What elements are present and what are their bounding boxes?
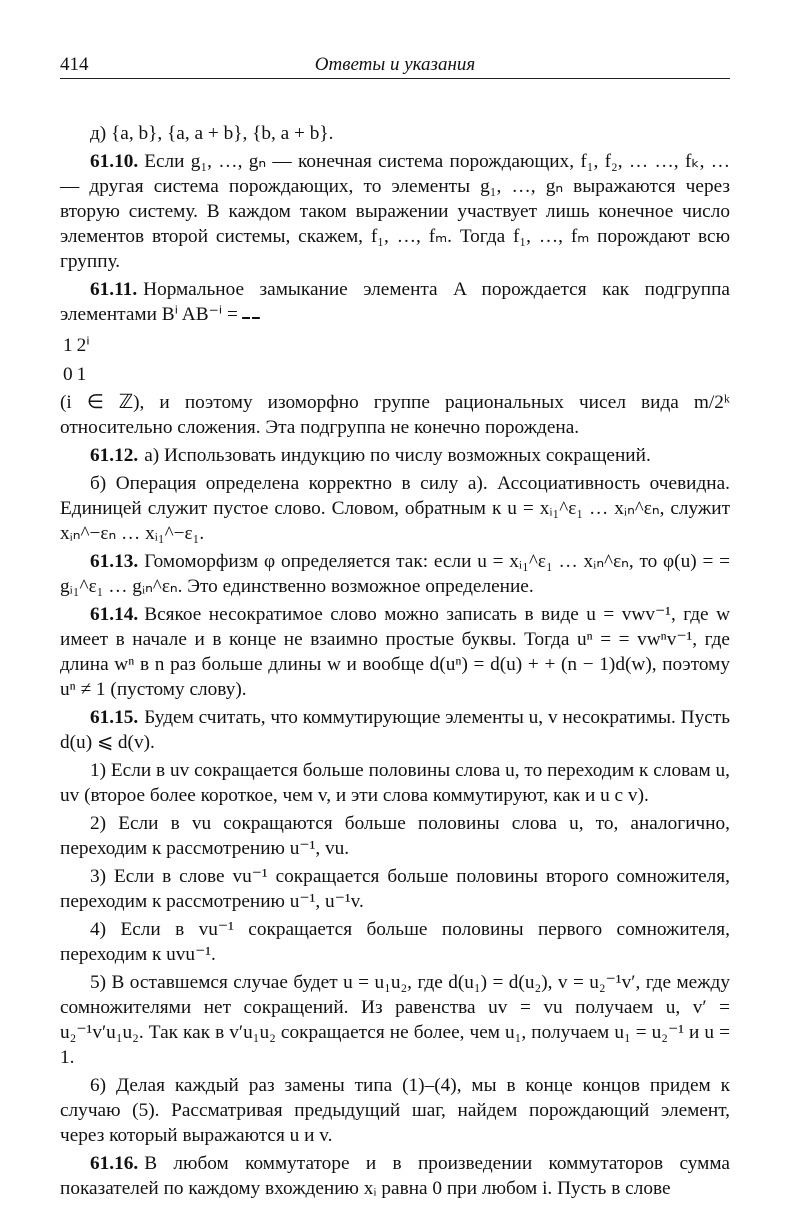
answer-number: 61.11.	[90, 279, 138, 300]
paragraph-text: В любом коммутаторе и в произведении коммутаторов сумма показателей по каждому вхождению xᵢ равна 0 при любом i. Пусть в слове	[60, 1153, 730, 1199]
matrix-cell: 2ⁱ	[76, 335, 90, 356]
case-2	[60, 811, 730, 861]
running-title: Ответы и указания	[314, 54, 476, 75]
paragraph-d	[60, 121, 730, 146]
paragraph-text: Будем считать, что коммутирующие элементы u, v несократимы. Пусть d(u) ⩽ d(v).	[60, 707, 730, 753]
paragraph-text: д) {a, b}, {a, a + b}, {b, a + b}.	[90, 123, 334, 144]
paragraph-text: 5) В оставшемся случае будет u = u₁u₂, где d(u₁) = d(u₂), v = u₂⁻¹v′, где между сомножителями нет сокращений. Из равенства uv = vu получаем u, v′ = u₂⁻¹v′u₁u₂. Так как в v′u₁u₂ сокращается не более, чем u₁, получаем u₁ = u₂⁻¹ и u = 1.	[60, 972, 730, 1068]
matrix-cell: 1	[63, 335, 73, 356]
answer-number: 61.10.	[90, 151, 139, 172]
case-4	[60, 917, 730, 967]
paragraph-text: а) Использовать индукцию по числу возможных сокращений.	[144, 445, 651, 466]
page-number: 414	[60, 54, 89, 75]
answer-61-12	[60, 443, 730, 468]
answer-61-13	[60, 549, 730, 599]
paragraph-text: 6) Делая каждый раз замены типа (1)–(4), мы в конце концов придем к случаю (5). Рассматривая предыдущий шаг, найдем порождающий элемент, через который выражаются u и v.	[60, 1075, 730, 1146]
paragraph-text: 1) Если в uv сокращается больше половины слова u, то переходим к словам u, uv (второе более короткое, чем v, и эти слова коммутируют, как и u с v).	[60, 760, 730, 806]
answer-number: 61.14.	[90, 604, 139, 625]
paragraph-text: Нормальное замыкание элемента A порождается как подгруппа элементами Bⁱ AB⁻ⁱ =	[60, 279, 730, 325]
answer-61-12-b	[60, 471, 730, 546]
answer-61-11	[60, 277, 730, 327]
answer-number: 61.15.	[90, 707, 139, 728]
answer-61-15	[60, 705, 730, 755]
paragraph-text: 3) Если в слове vu⁻¹ сокращается больше половины второго сомножителя, переходим к рассмотрению u⁻¹, u⁻¹v.	[60, 866, 730, 912]
paragraph-text: Всякое несократимое слово можно записать в виде u = vwv⁻¹, где w имеет в начале и в конце не взаимно простые буквы. Тогда uⁿ = = vwⁿv⁻¹, где длина wⁿ в n раз больше длины w и вообще d(uⁿ) = d(u) + + (n − 1)d(w), поэтому uⁿ ≠ 1 (пустому слову).	[60, 604, 730, 700]
paragraph-text: б) Операция определена корректно в силу а). Ассоциативность очевидна. Единицей служит пустое слово. Словом, обратным к u = xᵢ₁^ε₁ … xᵢₙ^εₙ, служит xᵢₙ^−εₙ … xᵢ₁^−ε₁.	[60, 473, 730, 544]
answer-number: 61.16.	[90, 1153, 139, 1174]
paragraph-text: Гомоморфизм φ определяется так: если u = xᵢ₁^ε₁ … xᵢₙ^εₙ, то φ(u) = = gᵢ₁^ε₁ … gᵢₙ^εₙ. Это единственно возможное определение.	[60, 551, 730, 597]
case-3	[60, 864, 730, 914]
paragraph-text: 4) Если в vu⁻¹ сокращается больше половины первого сомножителя, переходим к uvu⁻¹.	[60, 919, 730, 965]
answer-61-10	[60, 149, 730, 274]
paragraph-text: (i ∈ ℤ), и поэтому изоморфно группе рациональных чисел вида m/2ᵏ относительно сложения. Эта подгруппа не конечно порождена.	[60, 392, 730, 438]
case-1	[60, 758, 730, 808]
case-5	[60, 970, 730, 1070]
paragraph-text: Если g₁, …, gₙ — конечная система порождающих, f₁, f₂, … …, fₖ, … — другая система порождающих, то элементы g₁, …, gₙ выражаются через вторую систему. В каждом таком выражении участвует лишь конечное число элементов второй системы, скажем, f₁, …, fₘ. Тогда f₁, …, fₘ порождают всю группу.	[60, 151, 730, 272]
case-6	[60, 1073, 730, 1148]
matrix-cell: 1	[76, 364, 87, 385]
answer-61-16	[60, 1151, 730, 1201]
page-body	[60, 121, 730, 1204]
answer-number: 61.13.	[90, 551, 139, 572]
running-header	[60, 52, 730, 79]
matrix-cell: 0	[63, 364, 73, 385]
paragraph-text: 2) Если в vu сокращаются больше половины слова u, то, аналогично, переходим к рассмотрению u⁻¹, vu.	[60, 813, 730, 859]
answer-61-14	[60, 602, 730, 702]
answer-number: 61.12.	[90, 445, 139, 466]
